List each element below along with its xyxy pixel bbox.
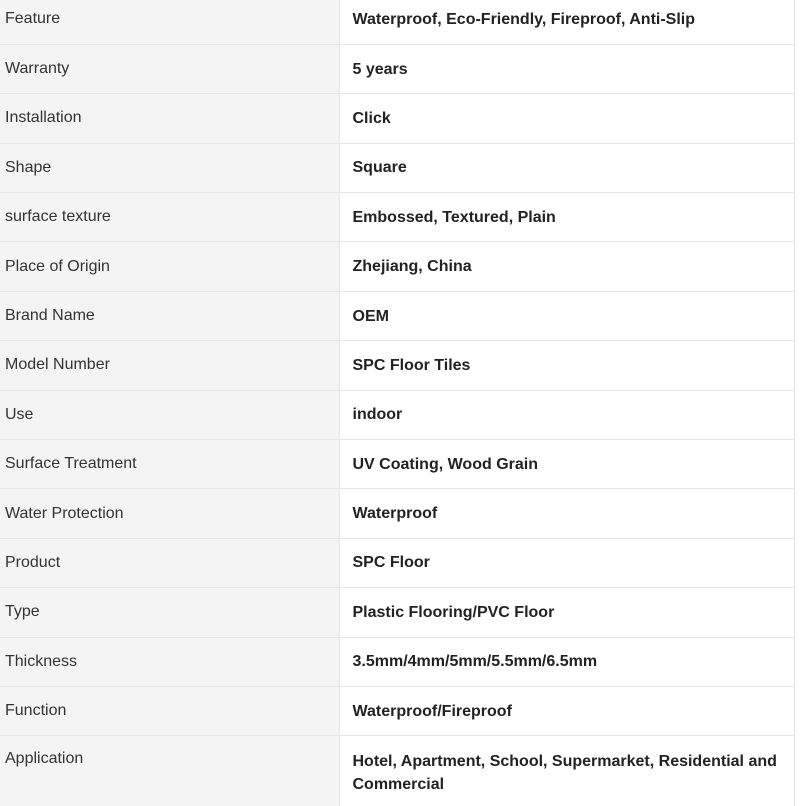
attribute-value: Plastic Flooring/PVC Floor <box>339 588 795 637</box>
attribute-name: Thickness <box>0 637 339 686</box>
attribute-name: Shape <box>0 143 339 192</box>
attribute-value: Square <box>339 143 795 192</box>
attribute-name: Function <box>0 686 339 735</box>
attribute-name: Feature <box>0 0 339 44</box>
table-row <box>0 94 795 143</box>
attribute-name: Model Number <box>0 341 339 390</box>
attribute-value: Hotel, Apartment, School, Supermarket, Residential and Commercial <box>339 736 795 806</box>
table-row <box>0 538 795 587</box>
attribute-value: UV Coating, Wood Grain <box>339 440 795 489</box>
table-row <box>0 686 795 735</box>
attribute-name: Type <box>0 588 339 637</box>
attribute-value: indoor <box>339 390 795 439</box>
attribute-name: Application <box>0 736 339 806</box>
attribute-value: SPC Floor <box>339 538 795 587</box>
attribute-value: Waterproof, Eco-Friendly, Fireproof, Anti-Slip <box>339 0 795 44</box>
table-row <box>0 440 795 489</box>
attribute-name: Warranty <box>0 44 339 93</box>
table-row <box>0 736 795 806</box>
table-row <box>0 588 795 637</box>
attribute-value: Embossed, Textured, Plain <box>339 193 795 242</box>
table-row <box>0 0 795 44</box>
attribute-value: Waterproof/Fireproof <box>339 686 795 735</box>
table-row <box>0 489 795 538</box>
attribute-value: 5 years <box>339 44 795 93</box>
table-row <box>0 341 795 390</box>
attribute-value: SPC Floor Tiles <box>339 341 795 390</box>
attribute-name: Water Protection <box>0 489 339 538</box>
attribute-value: Waterproof <box>339 489 795 538</box>
attribute-value: 3.5mm/4mm/5mm/5.5mm/6.5mm <box>339 637 795 686</box>
attribute-name: surface texture <box>0 193 339 242</box>
attribute-name: Place of Origin <box>0 242 339 291</box>
attribute-value: OEM <box>339 291 795 340</box>
attribute-name: Installation <box>0 94 339 143</box>
attribute-value: Zhejiang, China <box>339 242 795 291</box>
table-row <box>0 143 795 192</box>
attribute-name: Product <box>0 538 339 587</box>
table-row <box>0 193 795 242</box>
attribute-name: Surface Treatment <box>0 440 339 489</box>
table-row <box>0 390 795 439</box>
table-row <box>0 291 795 340</box>
attribute-name: Brand Name <box>0 291 339 340</box>
table-row <box>0 242 795 291</box>
table-row <box>0 637 795 686</box>
table-row <box>0 44 795 93</box>
attribute-value: Click <box>339 94 795 143</box>
attribute-name: Use <box>0 390 339 439</box>
